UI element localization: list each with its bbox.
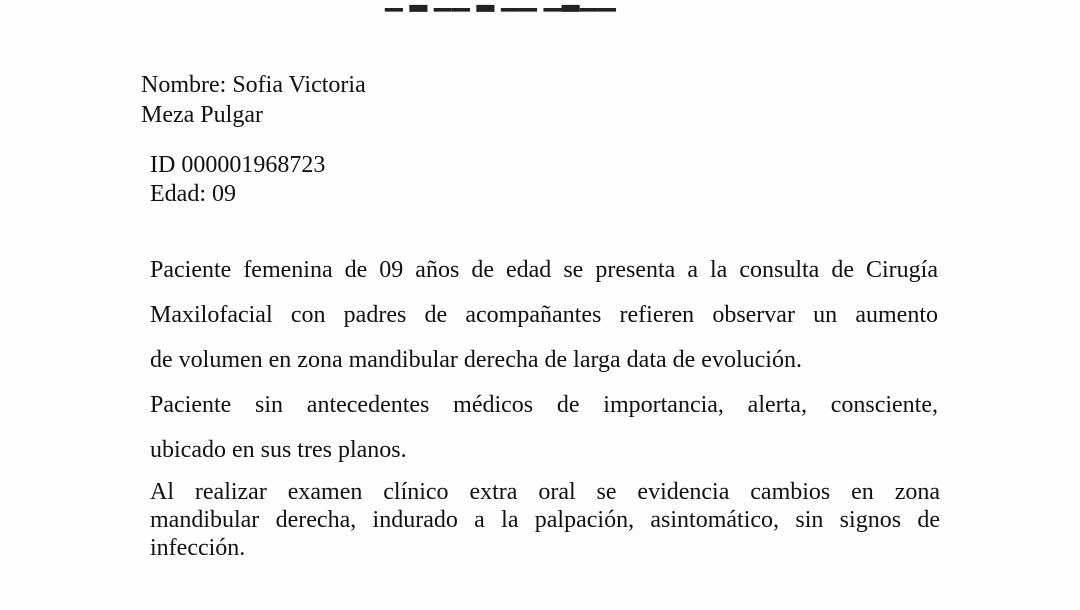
paragraph-line: ubicado en sus tres planos. <box>150 437 407 463</box>
paragraph-line: Paciente sin antecedentes médicos de importancia, alerta, consciente, <box>150 392 938 418</box>
patient-id: ID 000001968723 <box>150 152 326 178</box>
patient-age: Edad: 09 <box>150 181 236 207</box>
cropped-next-line-fragment <box>150 600 940 606</box>
paragraph-line: de volumen en zona mandibular derecha de larga data de evolución. <box>150 347 802 373</box>
paragraph-line: Maxilofacial con padres de acompañantes refieren observar un aumento <box>150 302 938 328</box>
clinical-exam-paragraph <box>150 478 940 562</box>
paragraph-line: infección. <box>150 535 246 561</box>
paragraph-line: Al realizar examen clínico extra oral se evidencia cambios en zona <box>150 479 940 505</box>
cropped-heading-fragment <box>385 0 616 12</box>
paragraph-line: Paciente femenina de 09 años de edad se presenta a la consulta de Cirugía <box>150 257 938 283</box>
paragraph-line: mandibular derecha, indurado a la palpación, asintomático, sin signos de <box>150 507 940 533</box>
patient-name-line-2: Meza Pulgar <box>141 102 263 128</box>
clinical-history-paragraph <box>150 256 938 481</box>
patient-name-line-1: Nombre: Sofia Victoria <box>141 72 366 98</box>
